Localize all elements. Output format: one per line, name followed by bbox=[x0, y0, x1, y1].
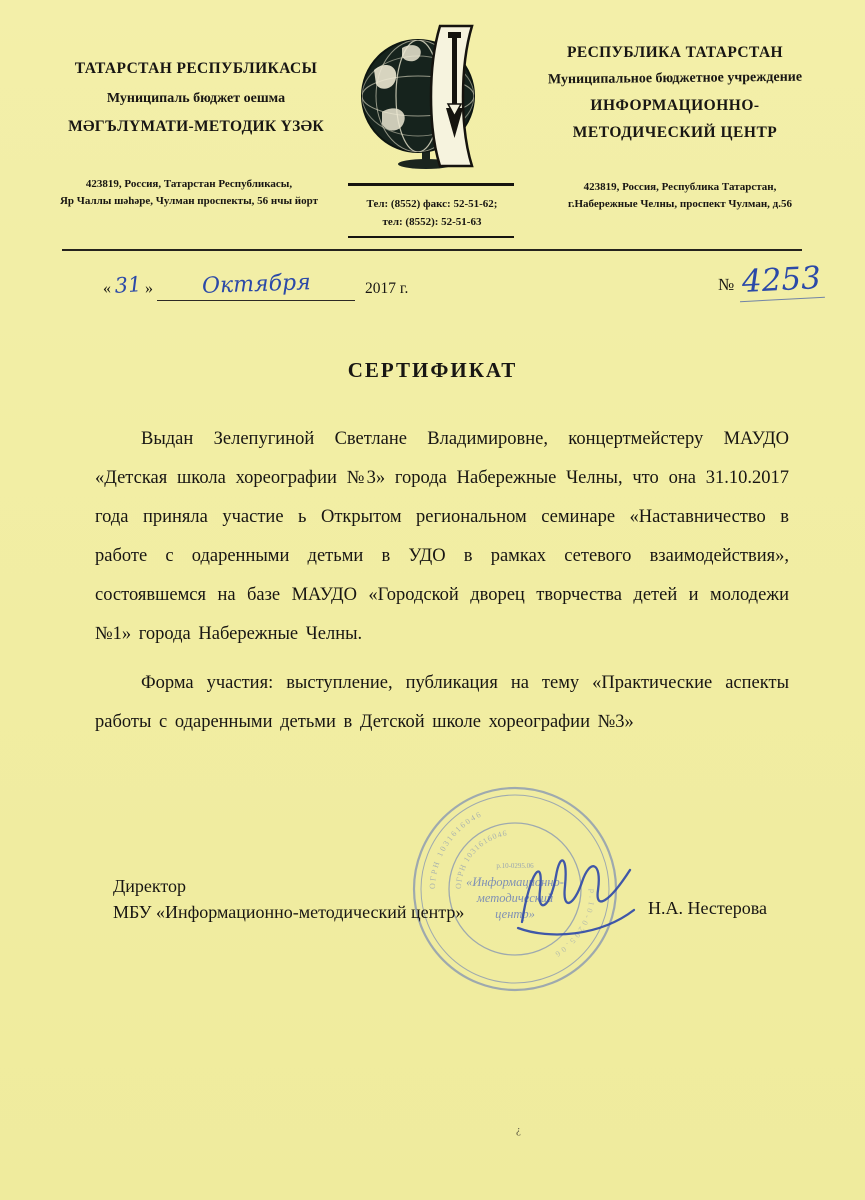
director-role-line1: Директор bbox=[113, 876, 187, 896]
stamp-center-line2: методический bbox=[476, 891, 554, 905]
body-paragraph-2: Форма участия: выступление, публикация на тему «Практические аспекты работы с одаренными детьми в Детской школе хореографии №3» bbox=[95, 673, 789, 732]
certificate-title: СЕРТИФИКАТ bbox=[347, 358, 518, 382]
address-russian bbox=[524, 179, 836, 213]
org-name-tatar-line2: Муниципаль бюджет оешма bbox=[106, 91, 286, 106]
header-divider bbox=[62, 249, 802, 251]
stamp-center-line3: центр» bbox=[495, 907, 535, 921]
header-rule-bottom bbox=[348, 236, 514, 238]
address-russian-line2: г.Набережные Челны, проспект Чулман, д.56 bbox=[568, 198, 792, 211]
year-label: 2017 г. bbox=[365, 280, 409, 297]
stamp-ring-text: ОГРН 1031616046 bbox=[427, 809, 484, 890]
director-signature bbox=[508, 842, 646, 946]
org-name-russian-line4: МЕТОДИЧЕСКИЙ ЦЕНТР bbox=[572, 124, 778, 141]
address-tatar-line2: Яр Чаллы шәһәре, Чулман проспекты, 56 нчы йорт bbox=[59, 195, 319, 208]
handwritten-month: Октября bbox=[201, 270, 311, 299]
month-blank-line bbox=[157, 270, 355, 301]
quote-close: » bbox=[145, 280, 153, 297]
body-paragraph-1: Выдан Зелепугиной Светлане Владимировне, концертмейстеру МАУДО «Детская школа хореографии №3» города Набережные Челны, что она 31.10.2017 года приняла участие ь Открытом региональном семинаре «Наставничество в работе с одаренными детьми в УДО в рамках сетевого взаимодействия», состоявшемся на базе МАУДО «Городской дворец творчества детей и молодежи №1» города Набережные Челны. bbox=[95, 429, 789, 644]
org-name-tatar-line1: ТАТАРСТАН РЕСПУБЛИКАСЫ bbox=[74, 60, 318, 77]
globe-pen-logo-icon bbox=[352, 20, 510, 172]
address-russian-line1: 423819, Россия, Республика Татарстан, bbox=[583, 181, 777, 193]
date-line bbox=[103, 270, 409, 301]
header-rule-top bbox=[348, 183, 514, 186]
signature-svg bbox=[508, 842, 646, 946]
director-role-line2: МБУ «Информационно-методический центр» bbox=[113, 902, 465, 922]
handwritten-number: 4253 bbox=[738, 260, 825, 302]
header-left-tatar bbox=[52, 60, 340, 136]
phone-block bbox=[334, 196, 530, 231]
org-name-russian-line3: ИНФОРМАЦИОННО- bbox=[590, 97, 760, 114]
handwritten-day: 31 bbox=[113, 272, 143, 298]
number-sign: № bbox=[718, 275, 735, 294]
director-name: Н.А. Нестерова bbox=[648, 898, 768, 918]
globe-pen-logo-svg bbox=[352, 20, 510, 172]
org-name-russian-line2: Муниципальное бюджетное учреждение bbox=[547, 69, 803, 88]
header-right-russian bbox=[512, 44, 838, 142]
scan-artifact: ¿ bbox=[516, 1124, 521, 1136]
org-name-tatar-line3: МӘГЪЛҮМАТИ-МЕТОДИК ҮЗӘК bbox=[68, 118, 324, 135]
stamp-reg-number: р.10-0295.06 bbox=[496, 862, 534, 870]
address-tatar-line1: 423819, Россия, Татарстан Республикасы, bbox=[85, 178, 293, 190]
quote-open: « bbox=[103, 280, 111, 297]
phone-line1: Тел: (8552) факс: 52-51-62; bbox=[366, 198, 498, 210]
stamp-ogrn-text: ОГРН 1031616046 bbox=[453, 828, 509, 890]
stamp-ring-bottom-text: р.10-0295.06 bbox=[551, 888, 598, 961]
org-name-russian-line1: РЕСПУБЛИКА ТАТАРСТАН bbox=[566, 44, 784, 61]
address-tatar bbox=[24, 176, 354, 210]
phone-line2: тел: (8552): 52-51-63 bbox=[382, 215, 482, 228]
document-number bbox=[718, 259, 824, 301]
stamp-center-line1: «Информационно- bbox=[466, 875, 564, 889]
